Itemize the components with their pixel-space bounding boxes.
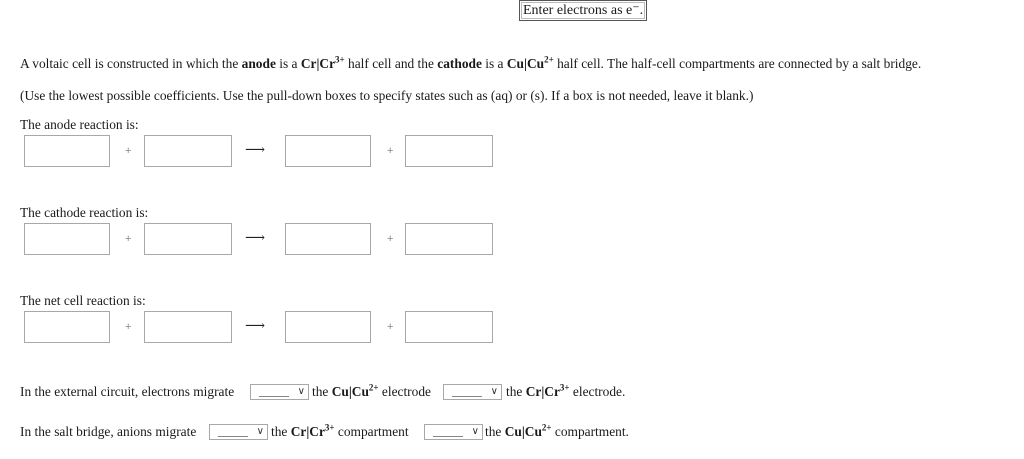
anode-product-2-box[interactable] xyxy=(405,135,493,167)
instructions: (Use the lowest possible coefficients. Use the pull-down boxes to specify states such as (aq) or (s). If a box is not needed, leave it blank.) xyxy=(20,88,754,103)
anode-charge: 3+ xyxy=(335,54,345,65)
salt-mid-the: the xyxy=(271,424,288,439)
salt-bridge-end-phrase xyxy=(485,424,629,440)
cathode-charge: 2+ xyxy=(544,54,554,65)
intro-text-5: half cell. The half-cell compartments are connected by a salt bridge. xyxy=(557,56,922,71)
external-direction-1-select[interactable] xyxy=(250,384,309,400)
salt-bridge-lead: In the salt bridge, anions migrate xyxy=(20,424,197,439)
electron-hint: Enter electrons as e⁻. xyxy=(519,0,647,21)
chevron-down-icon: ∨ xyxy=(256,426,264,437)
external-mid-tail: electrode xyxy=(381,384,431,399)
external-end-tail: electrode. xyxy=(572,384,626,399)
anode-word: anode xyxy=(241,56,276,71)
external-end-the: the xyxy=(506,384,523,399)
chevron-down-icon: ∨ xyxy=(297,386,305,397)
salt-end-couple: Cu|Cu xyxy=(504,424,542,439)
external-mid-charge: 2+ xyxy=(368,382,379,393)
salt-end-tail: compartment. xyxy=(554,424,629,439)
salt-bridge-direction-1-select[interactable] xyxy=(209,424,268,440)
net-product-2-box[interactable] xyxy=(405,311,493,343)
reaction-arrow: ⟶ xyxy=(245,143,266,158)
salt-bridge-middle-phrase xyxy=(271,424,409,440)
salt-end-charge: 2+ xyxy=(541,422,552,433)
external-end-phrase xyxy=(506,384,625,400)
external-middle-phrase xyxy=(312,384,431,400)
cathode-product-1-box[interactable] xyxy=(285,223,371,255)
select-blank: _____ xyxy=(452,384,482,398)
plus-sign: + xyxy=(125,321,132,333)
select-blank: _____ xyxy=(433,424,463,438)
cathode-couple: Cu|Cu xyxy=(506,56,545,71)
plus-sign: + xyxy=(125,145,132,157)
intro-text-3: half cell and the xyxy=(348,56,434,71)
plus-sign: + xyxy=(125,233,132,245)
intro-text-4: is a xyxy=(485,56,504,71)
intro-text-2: is a xyxy=(279,56,298,71)
plus-sign: + xyxy=(387,233,394,245)
chevron-down-icon: ∨ xyxy=(490,386,498,397)
external-end-couple: Cr|Cr xyxy=(525,384,560,399)
anode-reaction-label: The anode reaction is: xyxy=(20,117,139,132)
anode-product-1-box[interactable] xyxy=(285,135,371,167)
select-blank: _____ xyxy=(218,424,248,438)
salt-mid-couple: Cr|Cr xyxy=(290,424,325,439)
cathode-word: cathode xyxy=(437,56,482,71)
salt-mid-charge: 3+ xyxy=(324,422,335,433)
anode-couple: Cr|Cr xyxy=(300,56,336,71)
intro-text-1: A voltaic cell is constructed in which the xyxy=(20,56,239,71)
external-mid-the: the xyxy=(312,384,329,399)
external-mid-couple: Cu|Cu xyxy=(331,384,369,399)
salt-bridge-direction-2-select[interactable] xyxy=(424,424,483,440)
anode-reactant-2-box[interactable] xyxy=(144,135,232,167)
plus-sign: + xyxy=(387,145,394,157)
cathode-reaction-label: The cathode reaction is: xyxy=(20,205,149,220)
net-reaction-label: The net cell reaction is: xyxy=(20,293,146,308)
salt-mid-tail: compartment xyxy=(337,424,409,439)
plus-sign: + xyxy=(387,321,394,333)
select-blank: _____ xyxy=(259,384,289,398)
reaction-arrow: ⟶ xyxy=(245,231,266,246)
reaction-arrow: ⟶ xyxy=(245,319,266,334)
external-end-charge: 3+ xyxy=(559,382,570,393)
external-direction-2-select[interactable] xyxy=(443,384,502,400)
cathode-reactant-1-box[interactable] xyxy=(24,223,110,255)
salt-end-the: the xyxy=(485,424,502,439)
external-circuit-lead: In the external circuit, electrons migrate xyxy=(20,384,235,399)
cathode-reactant-2-box[interactable] xyxy=(144,223,232,255)
chevron-down-icon: ∨ xyxy=(471,426,479,437)
net-product-1-box[interactable] xyxy=(285,311,371,343)
net-reactant-1-box[interactable] xyxy=(24,311,110,343)
net-reactant-2-box[interactable] xyxy=(144,311,232,343)
cathode-product-2-box[interactable] xyxy=(405,223,493,255)
problem-statement xyxy=(20,56,921,72)
anode-reactant-1-box[interactable] xyxy=(24,135,110,167)
